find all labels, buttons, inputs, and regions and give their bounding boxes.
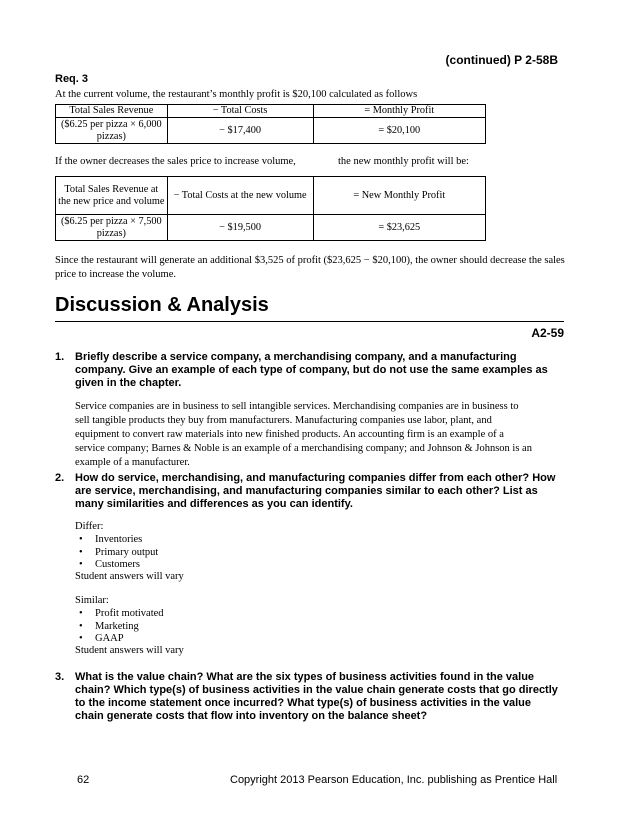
mid-text-right: the new monthly profit will be: xyxy=(338,156,469,167)
table-cell: Total Sales Revenue xyxy=(56,105,168,118)
section-code: A2-59 xyxy=(531,326,564,340)
table-cell: − $17,400 xyxy=(167,118,313,144)
table-cell: − $19,500 xyxy=(167,215,313,241)
list-item: • Customers xyxy=(75,559,158,572)
table-row xyxy=(56,105,486,118)
question-text: Briefly describe a service company, a merchandising company, and a manufacturing company. Give an example of each type of company, but do not use the same examples as given in the chapter. xyxy=(75,351,548,389)
list-item: • Primary output xyxy=(75,547,158,560)
conclusion-text: Since the restaurant will generate an additional $3,525 of profit ($23,625 − $20,100), the owner should decrease the sales price to increase the volume. xyxy=(55,255,565,280)
table-row xyxy=(56,118,486,144)
table-cell: = $20,100 xyxy=(313,118,485,144)
similar-list xyxy=(75,608,164,646)
differ-label: Differ: xyxy=(75,521,104,532)
table-row xyxy=(56,215,486,241)
table-cell: = New Monthly Profit xyxy=(313,177,485,215)
intro-text: At the current volume, the restaurant’s monthly profit is $20,100 calculated as follows xyxy=(55,89,418,100)
similar-note: Student answers will vary xyxy=(75,645,184,656)
table-cell: ($6.25 per pizza × 6,000 pizzas) xyxy=(56,118,168,144)
requirement-label: Req. 3 xyxy=(55,73,89,85)
differ-note: Student answers will vary xyxy=(75,571,184,582)
list-item: • GAAP xyxy=(75,633,164,646)
page-number: 62 xyxy=(77,774,90,786)
answer-text: Service companies are in business to sell intangible services. Merchandising companies are in business to sell tangible products they buy from manufacturers. Manufacturing companies use labor, plant, and equipment to convert raw materials into new finished products. An accounting firm is an example of a service company; Barnes & Noble is an example of a merchandising company; and Johnson & Johnson is an example of a manufacturer. xyxy=(75,401,532,468)
copyright-text: Copyright 2013 Pearson Education, Inc. publishing as Prentice Hall xyxy=(230,774,558,786)
differ-list xyxy=(75,534,158,572)
question-text: How do service, merchandising, and manufacturing companies differ from each other? How are service, merchandising, and manufacturing companies similar to each other? List as many similarities and differences as you can identify. xyxy=(75,472,556,510)
similar-label: Similar: xyxy=(75,595,109,606)
table-cell: − Total Costs at the new volume xyxy=(167,177,313,215)
list-item: • Inventories xyxy=(75,534,158,547)
table-row xyxy=(56,177,486,215)
question-text: What is the value chain? What are the six types of business activities found in the value chain? Which type(s) of business activities in the value chain generate costs that go directly to the income statement once incurred? What type(s) of business activities in the value chain generate costs that flow into inventory on the balance sheet? xyxy=(75,671,558,722)
profit-table-new xyxy=(55,176,486,241)
table-cell: = $23,625 xyxy=(313,215,485,241)
table-cell: Total Sales Revenue at the new price and volume xyxy=(56,177,168,215)
question-number: 1. xyxy=(55,351,65,363)
continued-header: (continued) P 2-58B xyxy=(445,53,558,67)
section-divider xyxy=(55,321,564,322)
table-cell: − Total Costs xyxy=(167,105,313,118)
list-item: • Profit motivated xyxy=(75,608,164,621)
section-title: Discussion & Analysis xyxy=(55,294,269,316)
list-item: • Marketing xyxy=(75,621,164,634)
table-cell: ($6.25 per pizza × 7,500 pizzas) xyxy=(56,215,168,241)
question-number: 2. xyxy=(55,472,65,484)
question-number: 3. xyxy=(55,671,65,683)
table-cell: = Monthly Profit xyxy=(313,105,485,118)
mid-text-left: If the owner decreases the sales price to increase volume, xyxy=(55,156,296,167)
profit-table-current xyxy=(55,104,486,144)
